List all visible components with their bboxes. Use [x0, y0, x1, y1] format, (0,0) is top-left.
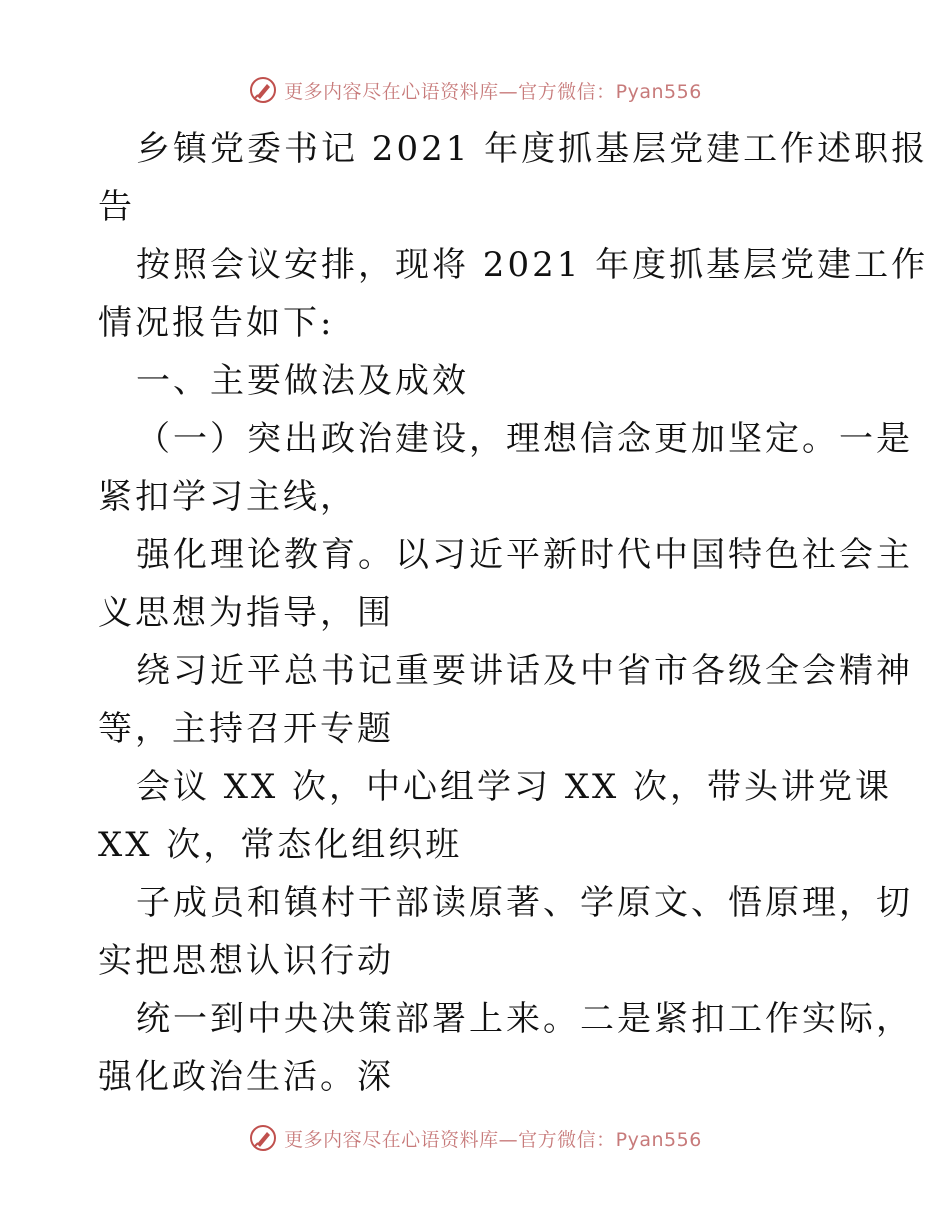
paragraph-line: 实把思想认识行动 [98, 941, 394, 981]
title-line-1: 乡镇党委书记 2021 年度抓基层党建工作述职报 [136, 129, 929, 169]
title-line-2: 告 [98, 187, 135, 227]
paragraph-line: 紧扣学习主线， [98, 477, 357, 517]
watermark-text: 更多内容尽在心语资料库—官方微信：Pyan556 [284, 1128, 702, 1151]
watermark-text: 更多内容尽在心语资料库—官方微信：Pyan556 [284, 80, 702, 103]
paragraph-line: 强化理论教育。以习近平新时代中国特色社会主 [136, 535, 913, 575]
paragraph-line: 会议 XX 次，中心组学习 XX 次，带头讲党课 [136, 767, 893, 807]
paragraph-line: 等，主持召开专题 [98, 709, 394, 749]
pen-logo-icon [248, 1123, 278, 1153]
paragraph-line: XX 次，常态化组织班 [98, 825, 463, 865]
footer-watermark [0, 1118, 950, 1158]
paragraph-line: 统一到中央决策部署上来。二是紧扣工作实际， [136, 999, 913, 1039]
paragraph-line: 绕习近平总书记重要讲话及中省市各级全会精神 [136, 651, 913, 691]
paragraph-line: 强化政治生活。深 [98, 1057, 394, 1097]
header-watermark [0, 70, 950, 110]
pen-logo-icon [248, 75, 278, 105]
paragraph-line: 子成员和镇村干部读原著、学原文、悟原理，切 [136, 883, 913, 923]
paragraph-line: 义思想为指导，围 [98, 593, 394, 633]
paragraph-line: 情况报告如下: [98, 303, 335, 343]
paragraph-line: 按照会议安排，现将 2021 年度抓基层党建工作 [136, 245, 929, 285]
section-heading: 一、主要做法及成效 [136, 361, 469, 401]
document-body [98, 120, 929, 1106]
paragraph-line: （一）突出政治建设，理想信念更加坚定。一是 [136, 419, 913, 459]
